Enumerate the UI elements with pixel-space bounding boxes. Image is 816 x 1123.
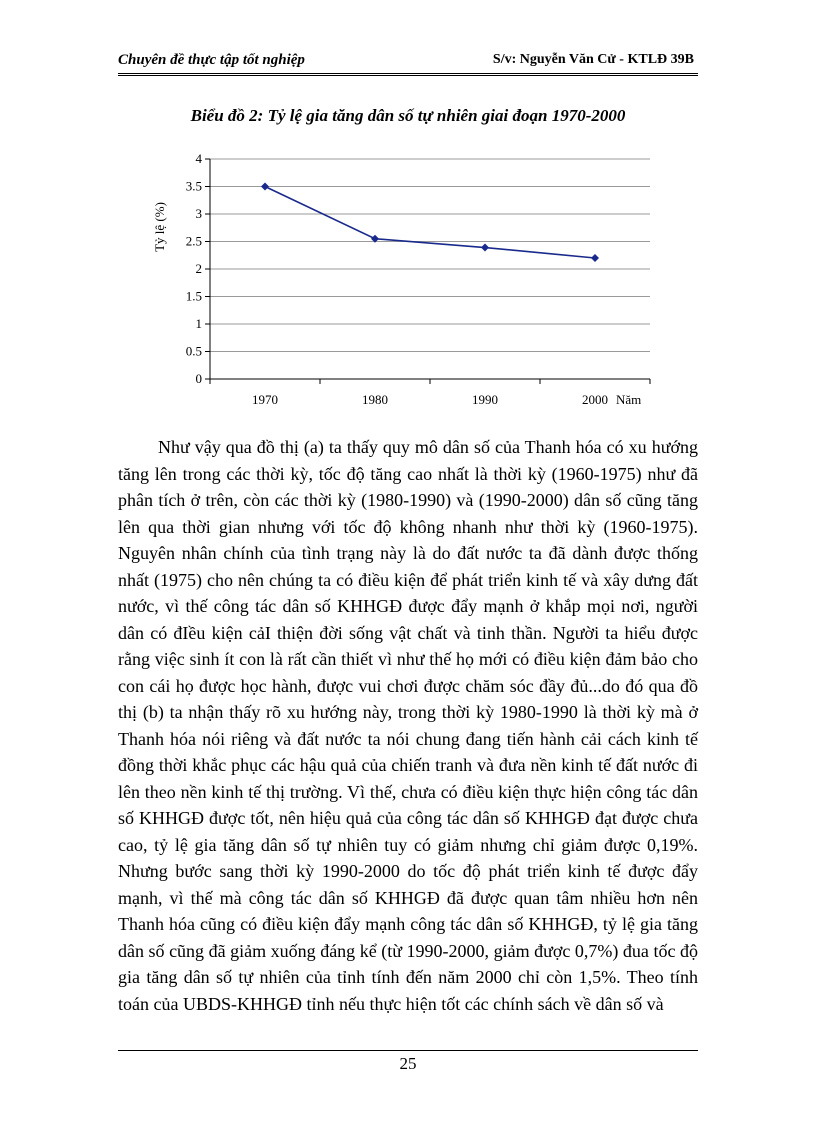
y-tick-label: 2 — [195, 261, 202, 276]
x-tick-label: 1970 — [252, 392, 278, 407]
x-axis-label: Năm — [616, 392, 642, 407]
body-paragraph: Như vậy qua đồ thị (a) ta thấy quy mô dân số của Thanh hóa có xu hướng tăng lên trong các thời kỳ, tốc độ tăng cao nhất là thời kỳ (1960-1975) như đã phân tích ở trên, còn các thời kỳ (1980-1990) và (1990-2000) dân số cũng tăng lên qua thời gian nhưng với tốc độ không nhanh như thời kỳ (1960-1975). Nguyên nhân chính của tình trạng này là do đất nước ta đã dành được thống nhất (1975) cho nên chúng ta có điều kiện để phát triển kinh tế và xây dưng đất nước, vì thế công tác dân số KHHGĐ được đẩy mạnh ở khắp mọi nơi, người dân có đIều kiện cảI thiện đời sống vật chất và tinh thần. Người ta hiểu được rằng việc sinh ít con là rất cần thiết vì như thế họ mới có điều kiện đảm bảo cho con cái họ được học hành, được vui chơi được chăm sóc đầy đủ...do đó qua đồ thị (b) ta nhận thấy rõ xu hướng này, trong thời kỳ 1980-1990 là thời kỳ mà ở Thanh hóa nói riêng và đất nước ta nói chung đang tiến hành cải cách kinh tế đồng thời khắc phục các hậu quả của chiến tranh và đưa nền kinh tế đất nước đi lên theo nền kinh tế thị trường. Vì thế, chưa có điều kiện thực hiện công tác dân số KHHGĐ được tốt, nên hiệu quả của công tác dân số KHHGĐ đạt được chưa cao, tỷ lệ gia tăng dân số tự nhiên tuy có giảm nhưng chỉ giảm được 0,19%. Nhưng bước sang thời kỳ 1990-2000 do tốc độ phát triển kinh tế được đẩy mạnh, vì thế mà công tác dân số KHHGĐ đã được quan tâm nhiều hơn nên Thanh hóa cũng có điều kiện đẩy mạnh công tác dân số KHHGĐ, tỷ lệ gia tăng dân số cũng đã giảm xuống đáng kể (từ 1990-2000, giảm được 0,7%) đua tốc độ gia tăng dân số tự nhiên của tỉnh tính đến năm 2000 chỉ còn 1,5%. Theo tính toán của UBDS-KHHGĐ tỉnh nếu thực hiện tốt các chính sách về dân số và — [118, 437, 698, 1014]
y-tick-label: 2.5 — [185, 233, 202, 249]
page-header — [118, 50, 698, 72]
header-divider — [118, 73, 698, 76]
y-axis-label: Tỷ lệ (%) — [152, 202, 167, 252]
page-number: 25 — [399, 1054, 417, 1073]
chart-title: Biểu đồ 2: Tỷ lệ gia tăng dân số tự nhiên giai đoạn 1970-2000 — [190, 106, 626, 125]
footer-divider — [118, 1050, 698, 1051]
y-tick-label: 3.5 — [185, 178, 202, 194]
y-tick-label: 1.5 — [185, 288, 202, 304]
x-tick-label: 2000 — [582, 392, 608, 407]
y-tick-label: 1 — [195, 316, 202, 331]
y-tick-label: 3 — [195, 206, 202, 221]
data-point — [481, 244, 489, 252]
x-tick-label: 1990 — [472, 392, 498, 407]
line-chart — [130, 148, 670, 420]
data-point — [261, 183, 269, 191]
y-tick-label: 0 — [195, 371, 202, 386]
data-point — [591, 254, 599, 262]
header-document-title: Chuyên đề thực tập tốt nghiệp — [118, 52, 305, 68]
x-tick-label: 1980 — [362, 392, 388, 407]
body-text — [118, 434, 698, 1017]
series-line — [265, 187, 595, 259]
header-author: S/v: Nguyễn Văn Cử - KTLĐ 39B — [492, 52, 694, 67]
y-tick-label: 4 — [195, 151, 202, 166]
y-tick-label: 0.5 — [185, 343, 202, 359]
